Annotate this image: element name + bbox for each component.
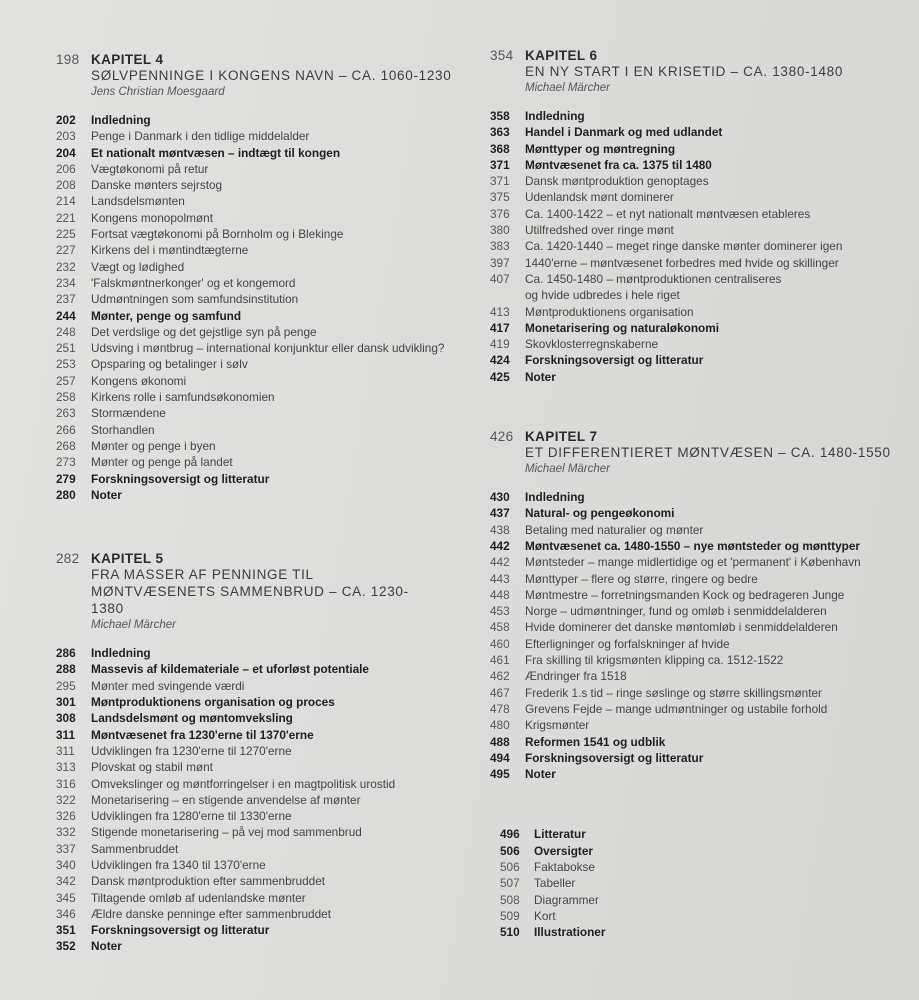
toc-entry[interactable]: [56, 373, 476, 389]
toc-entry[interactable]: [490, 304, 910, 320]
toc-entry-title: Massevis af kildemateriale – et uforløst potentiale: [91, 662, 369, 677]
toc-entry[interactable]: [56, 438, 476, 454]
toc-entry-page: 352: [56, 939, 76, 954]
toc-entry-title: Skovklosterregnskaberne: [525, 337, 659, 352]
chapter-label: KAPITEL 6: [525, 48, 598, 63]
toc-entry-title: Vægt og lødighed: [91, 259, 185, 274]
toc-entry-title: Grevens Fejde – mange udmøntninger og ustabile forhold: [525, 701, 828, 716]
toc-entry-title: Det verdslige og det gejstlige syn på penge: [91, 324, 317, 339]
toc-entry-title: Forskningsoversigt og litteratur: [91, 471, 270, 486]
toc-entry-page: 443: [490, 571, 510, 586]
toc-entry-page: 371: [490, 174, 510, 189]
toc-entry-page: 326: [56, 809, 76, 824]
toc-entry-page: 467: [490, 685, 510, 700]
chapter-heading: [56, 551, 476, 631]
toc-entry-page: 508: [500, 892, 520, 907]
toc-entry-page: 438: [490, 522, 510, 537]
toc-entry-page: 424: [490, 353, 510, 368]
toc-entry-page: 234: [56, 275, 76, 290]
toc-entry-page: 448: [490, 587, 510, 602]
toc-entry-page: 442: [490, 555, 510, 570]
toc-entry-page: 203: [56, 129, 76, 144]
toc-entry-page: 221: [56, 210, 76, 225]
toc-entry[interactable]: [490, 668, 910, 684]
toc-entry-page: 462: [490, 669, 510, 684]
toc-entry[interactable]: [56, 661, 476, 677]
toc-entry-title: Faktabokse: [534, 859, 595, 874]
toc-entry-page: 227: [56, 243, 76, 258]
toc-entry[interactable]: [56, 291, 476, 307]
toc-entry[interactable]: [490, 108, 910, 124]
toc-entry[interactable]: [56, 145, 476, 161]
toc-entry[interactable]: [56, 210, 476, 226]
toc-entry-title: Danske mønters sejrstog: [91, 178, 223, 193]
toc-entry[interactable]: [490, 892, 910, 908]
toc-entry[interactable]: [490, 750, 910, 766]
toc-entry-page: 488: [490, 734, 510, 749]
toc-entry[interactable]: [490, 924, 910, 940]
toc-entry-title: Fra skilling til krigsmønten klipping ca. 1512-1522: [525, 653, 784, 668]
toc-entry[interactable]: [56, 890, 476, 906]
toc-entry-page: 375: [490, 190, 510, 205]
toc-entry-title: Udmøntningen som samfundsinstitution: [91, 292, 299, 307]
toc-entry-title: Mønter og penge i byen: [91, 438, 216, 453]
toc-entry[interactable]: [490, 157, 910, 173]
toc-entry[interactable]: [56, 645, 476, 661]
toc-entry[interactable]: [490, 734, 910, 750]
chapter-author: Michael Märcher: [525, 463, 610, 476]
toc-entry-title: Fortsat vægtøkonomi på Bornholm og i Blekinge: [91, 227, 344, 242]
toc-entry[interactable]: [490, 875, 910, 891]
toc-entry-page: 244: [56, 308, 76, 323]
toc-entry[interactable]: [56, 841, 476, 857]
toc-entry-title: Mønter, penge og samfund: [91, 308, 242, 323]
toc-entry-title: Tiltagende omløb af udenlandske mønter: [91, 890, 306, 905]
toc-entry-title: Udviklingen fra 1230'erne til 1270'erne: [91, 743, 292, 758]
toc-entry-page: 204: [56, 145, 76, 160]
toc-entry-page: 202: [56, 113, 76, 127]
chapter-title: ET DIFFERENTIERET MØNTVÆSEN – CA. 1480-1550: [525, 445, 891, 461]
toc-entry[interactable]: [490, 320, 910, 336]
toc-entry-title: Efterligninger og forfalskninger af hvide: [525, 636, 730, 651]
toc-entry-page: 313: [56, 760, 76, 775]
toc-entry[interactable]: [56, 389, 476, 405]
toc-entry-title: Ca. 1450-1480 – møntproduktionen centraliseres: [525, 271, 782, 286]
toc-entry-title: Udsving i møntbrug – international konjunktur eller dansk udvikling?: [91, 341, 445, 356]
toc-entry-title: Ca. 1400-1422 – et nyt nationalt møntvæsen etableres: [525, 206, 811, 221]
toc-entry[interactable]: [490, 701, 910, 717]
toc-entry[interactable]: [56, 275, 476, 291]
toc-entry[interactable]: [56, 873, 476, 889]
toc-entry-title: Indledning: [91, 646, 151, 661]
toc-entry-page: 253: [56, 357, 76, 372]
toc-entry[interactable]: [490, 352, 910, 368]
toc-entry-page: 258: [56, 390, 76, 405]
toc-entry-page: 342: [56, 874, 76, 889]
toc-entry[interactable]: [490, 522, 910, 538]
toc-entry-title: Ca. 1420-1440 – meget ringe danske mønter dominerer igen: [525, 239, 843, 254]
toc-entry-page: 510: [500, 925, 520, 940]
toc-entry[interactable]: [56, 161, 476, 177]
toc-entry-page: 453: [490, 604, 510, 619]
toc-entry[interactable]: [56, 694, 476, 710]
toc-entry-title-continued: og hvide udbredes i hele riget: [525, 288, 680, 303]
chapter-author: Jens Christian Moesgaard: [91, 86, 225, 98]
toc-entry-title: Handel i Danmark og med udlandet: [525, 125, 723, 140]
toc-entry-page: 345: [56, 890, 76, 905]
chapter-label: KAPITEL 5: [91, 551, 164, 567]
toc-entry-page: 442: [490, 538, 510, 553]
toc-entry[interactable]: [490, 685, 910, 701]
toc-entry-title: Noter: [525, 369, 556, 384]
toc-entry[interactable]: [56, 356, 476, 372]
chapter-page-number: 426: [490, 429, 514, 445]
toc-entry-title: Noter: [91, 939, 122, 954]
toc-entry[interactable]: [56, 487, 476, 503]
toc-entry-title: Møntproduktionens organisation: [525, 304, 694, 319]
toc-entry[interactable]: [56, 792, 476, 808]
toc-entry-title: Møntvæsenet fra 1230'erne til 1370'erne: [91, 727, 314, 742]
toc-entry[interactable]: [56, 776, 476, 792]
toc-entry[interactable]: [56, 422, 476, 438]
toc-entry-title: Kort: [534, 908, 556, 923]
toc-entry[interactable]: [490, 222, 910, 238]
toc-entry[interactable]: [56, 710, 476, 726]
toc-entry[interactable]: [490, 571, 910, 587]
toc-entry-page: 509: [500, 908, 520, 923]
toc-entry-page: 407: [490, 271, 510, 286]
toc-entry-page: 248: [56, 324, 76, 339]
back-matter-list: [490, 826, 910, 940]
toc-entry[interactable]: [56, 226, 476, 242]
toc-entry-page: 368: [490, 141, 510, 156]
toc-entry[interactable]: [490, 505, 910, 521]
toc-entry-title: Krigsmønter: [525, 718, 590, 733]
toc-entry[interactable]: [490, 271, 910, 304]
toc-entry-page: 425: [490, 369, 510, 384]
toc-entry-page: 495: [490, 767, 510, 782]
toc-entry-title: Indledning: [525, 109, 585, 123]
toc-entry-title: Litteratur: [534, 827, 586, 842]
toc-entry-title: Mønttyper – flere og større, ringere og bedre: [525, 571, 758, 586]
toc-entry-page: 478: [490, 701, 510, 716]
chapter-heading: [490, 429, 910, 475]
toc-entry-title: 1440'erne – møntvæsenet forbedres med hvide og skillinger: [525, 255, 839, 270]
toc-entry-page: 237: [56, 292, 76, 307]
toc-entry-title: Indledning: [91, 113, 151, 127]
toc-entry-page: 316: [56, 776, 76, 791]
toc-entry[interactable]: [490, 766, 910, 782]
toc-entry-page: 506: [500, 859, 520, 874]
toc-entry[interactable]: [490, 717, 910, 733]
toc-entry[interactable]: [490, 141, 910, 157]
toc-entry-page: 214: [56, 194, 76, 209]
toc-entry[interactable]: [490, 908, 910, 924]
toc-entry-title: Illustrationer: [534, 925, 606, 940]
toc-entry-title: Kongens monopolmønt: [91, 210, 213, 225]
toc-entry-page: 301: [56, 695, 76, 710]
toc-entry-page: 280: [56, 487, 76, 502]
toc-entry-title: Landsdelsmønt og møntomveksling: [91, 711, 293, 726]
toc-entry[interactable]: [56, 340, 476, 356]
toc-entry[interactable]: [56, 454, 476, 470]
toc-entry-page: 376: [490, 206, 510, 221]
toc-entry-title: Kirkens del i møntindtægterne: [91, 243, 249, 258]
toc-entry-title: Forskningsoversigt og litteratur: [525, 750, 704, 765]
toc-entry-title: Natural- og pengeøkonomi: [525, 506, 675, 521]
toc-entry[interactable]: [56, 759, 476, 775]
toc-entry-page: 286: [56, 646, 76, 661]
toc-entry[interactable]: [490, 587, 910, 603]
toc-entry[interactable]: [56, 824, 476, 840]
chapter-entries: [56, 645, 476, 955]
toc-entry-page: 358: [490, 109, 510, 123]
toc-entry-page: 225: [56, 227, 76, 242]
toc-entry-title: Udviklingen fra 1280'erne til 1330'erne: [91, 809, 292, 824]
toc-entry[interactable]: [490, 189, 910, 205]
toc-entry-page: 232: [56, 259, 76, 274]
toc-entry-title: Tabeller: [534, 876, 576, 891]
toc-entry-page: 295: [56, 678, 76, 693]
toc-entry-page: 308: [56, 711, 76, 726]
toc-entry-title: Forskningsoversigt og litteratur: [91, 923, 270, 938]
toc-entry-page: 346: [56, 906, 76, 921]
toc-entry-title: 'Falskmøntnerkonger' og et kongemord: [91, 275, 296, 290]
chapter-heading: [56, 52, 476, 98]
toc-entry-title: Møntmestre – forretningsmanden Kock og bedrageren Junge: [525, 587, 845, 602]
toc-entry[interactable]: [56, 112, 476, 128]
toc-entry-page: 506: [500, 843, 520, 858]
toc-entry-title: Møntproduktionens organisation og proces: [91, 695, 335, 710]
toc-entry-title: Plovskat og stabil mønt: [91, 760, 213, 775]
toc-entry-title: Mønter med svingende værdi: [91, 678, 245, 693]
toc-entry[interactable]: [56, 242, 476, 258]
toc-entry-title: Hvide dominerer det danske møntomløb i senmiddelalderen: [525, 620, 838, 635]
toc-entry-page: 496: [500, 827, 520, 842]
chapter-label: KAPITEL 7: [525, 429, 598, 445]
toc-entry[interactable]: [56, 177, 476, 193]
toc-entry-title: Frederik 1.s tid – ringe søslinge og større skillingsmønter: [525, 685, 822, 700]
toc-entry-page: 351: [56, 923, 76, 938]
toc-entry-page: 273: [56, 455, 76, 470]
toc-entry-page: 494: [490, 750, 510, 765]
toc-entry-page: 288: [56, 662, 76, 677]
toc-entry[interactable]: [490, 238, 910, 254]
toc-entry[interactable]: [56, 727, 476, 743]
toc-entry[interactable]: [490, 369, 910, 385]
toc-entry[interactable]: [490, 826, 910, 842]
toc-entry[interactable]: [490, 859, 910, 875]
toc-entry-title: Dansk møntproduktion genoptages: [525, 174, 709, 189]
toc-entry[interactable]: [490, 603, 910, 619]
chapter-entries: [490, 108, 910, 385]
toc-entry-page: 371: [490, 157, 510, 172]
toc-entry-title: Noter: [525, 767, 556, 782]
toc-entry-page: 340: [56, 857, 76, 872]
toc-entry[interactable]: [490, 619, 910, 635]
toc-entry[interactable]: [56, 678, 476, 694]
toc-entry-title: Stigende monetarisering – på vej mod sammenbrud: [91, 825, 362, 840]
chapter-page-number: 198: [56, 52, 80, 67]
toc-entry[interactable]: [56, 259, 476, 275]
toc-entry-title: Omvekslinger og møntforringelser i en magtpolitisk urostid: [91, 776, 396, 791]
chapter-entries: [490, 489, 910, 782]
toc-entry-page: 461: [490, 653, 510, 668]
toc-entry[interactable]: [490, 652, 910, 668]
toc-entry-title: Stormændene: [91, 406, 166, 421]
toc-entry[interactable]: [490, 489, 910, 505]
toc-entry-title: Dansk møntproduktion efter sammenbruddet: [91, 874, 326, 889]
toc-entry-title: Kirkens rolle i samfundsøkonomien: [91, 390, 275, 405]
toc-entry-page: 251: [56, 341, 76, 356]
chapter-author: Michael Märcher: [525, 82, 610, 94]
toc-entry-title: Ændringer fra 1518: [525, 669, 627, 684]
toc-entry-title: Diagrammer: [534, 892, 599, 907]
toc-entry-title: Reformen 1541 og udblik: [525, 734, 666, 749]
chapter-title: FRA MASSER AF PENNINGE TIL MØNTVÆSENETS SAMMENBRUD – CA. 1230-1380: [91, 567, 409, 617]
toc-entry[interactable]: [490, 124, 910, 140]
toc-entry-title: Noter: [91, 487, 122, 502]
toc-entry[interactable]: [56, 922, 476, 938]
toc-entry-page: 337: [56, 841, 76, 856]
toc-entry-title: Et nationalt møntvæsen – indtægt til kongen: [91, 145, 341, 160]
chapter-title: EN NY START I EN KRISETID – CA. 1380-1480: [525, 64, 844, 79]
toc-entry[interactable]: [490, 843, 910, 859]
chapter-block: [490, 429, 910, 782]
toc-entry-title: Penge i Danmark i den tidlige middelalder: [91, 129, 310, 144]
toc-entry-page: 363: [490, 125, 510, 140]
left-column: [56, 52, 476, 955]
toc-entry-page: 279: [56, 471, 76, 486]
toc-entry[interactable]: [490, 336, 910, 352]
toc-entry[interactable]: [490, 554, 910, 570]
toc-entry-page: 257: [56, 373, 76, 388]
toc-entry-title: Sammenbruddet: [91, 841, 179, 856]
toc-entry[interactable]: [56, 471, 476, 487]
chapter-heading: [490, 48, 910, 94]
toc-entry-title: Vægtøkonomi på retur: [91, 161, 209, 176]
toc-entry-title: Storhandlen: [91, 422, 155, 437]
chapter-block: [56, 551, 476, 955]
toc-entry-page: 413: [490, 304, 510, 319]
toc-entry-title: Norge – udmøntninger, fund og omløb i senmiddelalderen: [525, 604, 827, 619]
toc-entry-title: Ældre danske penninge efter sammenbruddet: [91, 906, 332, 921]
toc-entry[interactable]: [490, 255, 910, 271]
toc-entry-title: Kongens økonomi: [91, 373, 187, 388]
chapter-block: [490, 48, 910, 385]
toc-entry-title: Opsparing og betalinger i sølv: [91, 357, 248, 372]
toc-entry-title: Oversigter: [534, 843, 594, 858]
toc-entry[interactable]: [56, 743, 476, 759]
toc-entry-title: Møntsteder – mange midlertidige og et 'permanent' i København: [525, 555, 861, 570]
toc-entry-title: Indledning: [525, 490, 585, 505]
toc-entry[interactable]: [56, 808, 476, 824]
toc-entry-title: Monetarisering – en stigende anvendelse af mønter: [91, 792, 361, 807]
chapter-page-number: 282: [56, 551, 80, 567]
chapter-block: [56, 52, 476, 503]
toc-entry-page: 417: [490, 320, 510, 335]
toc-entry-page: 268: [56, 438, 76, 453]
toc-entry[interactable]: [490, 636, 910, 652]
chapter-author: Michael Märcher: [91, 619, 176, 632]
toc-entry-title: Mønter og penge på landet: [91, 455, 233, 470]
toc-entry[interactable]: [56, 405, 476, 421]
toc-entry-title: Monetarisering og naturaløkonomi: [525, 320, 720, 335]
toc-entry-page: 437: [490, 506, 510, 521]
toc-entry-page: 458: [490, 620, 510, 635]
right-column: [490, 48, 910, 940]
toc-entry-page: 208: [56, 178, 76, 193]
toc-entry-title: Utilfredshed over ringe mønt: [525, 223, 674, 238]
toc-entry[interactable]: [56, 857, 476, 873]
toc-entry[interactable]: [490, 173, 910, 189]
toc-entry[interactable]: [56, 193, 476, 209]
toc-entry-page: 380: [490, 223, 510, 238]
toc-entry[interactable]: [490, 206, 910, 222]
toc-entry-page: 263: [56, 406, 76, 421]
toc-entry-page: 507: [500, 876, 520, 891]
toc-entry-title: Møntvæsenet ca. 1480-1550 – nye møntsteder og mønttyper: [525, 538, 861, 553]
toc-entry-page: 430: [490, 490, 510, 505]
toc-entry-title: Møntvæsenet fra ca. 1375 til 1480: [525, 157, 712, 172]
toc-entry[interactable]: [56, 128, 476, 144]
chapter-page-number: 354: [490, 48, 514, 63]
toc-entry[interactable]: [56, 938, 476, 954]
chapter-title: SØLVPENNINGE I KONGENS NAVN – CA. 1060-1230: [91, 68, 452, 83]
toc-entry-page: 206: [56, 161, 76, 176]
toc-entry-title: Landsdelsmønten: [91, 194, 185, 209]
chapter-label: KAPITEL 4: [91, 52, 164, 67]
toc-entry-title: Betaling med naturalier og mønter: [525, 522, 704, 537]
chapter-entries: [56, 112, 476, 503]
toc-entry-page: 322: [56, 792, 76, 807]
toc-entry[interactable]: [56, 308, 476, 324]
toc-entry-title: Mønttyper og møntregning: [525, 141, 676, 156]
toc-entry-page: 460: [490, 636, 510, 651]
toc-entry-title: Udviklingen fra 1340 til 1370'erne: [91, 857, 266, 872]
toc-entry[interactable]: [56, 906, 476, 922]
toc-entry-title: Forskningsoversigt og litteratur: [525, 353, 704, 368]
toc-entry[interactable]: [56, 324, 476, 340]
toc-entry-page: 311: [56, 743, 75, 758]
toc-entry-page: 311: [56, 727, 76, 742]
toc-entry-page: 419: [490, 337, 510, 352]
toc-entry[interactable]: [490, 538, 910, 554]
toc-entry-page: 383: [490, 239, 510, 254]
toc-entry-page: 266: [56, 422, 76, 437]
toc-entry-page: 480: [490, 718, 510, 733]
toc-entry-title: Udenlandsk mønt dominerer: [525, 190, 674, 205]
toc-entry-page: 397: [490, 255, 510, 270]
toc-entry-page: 332: [56, 825, 76, 840]
